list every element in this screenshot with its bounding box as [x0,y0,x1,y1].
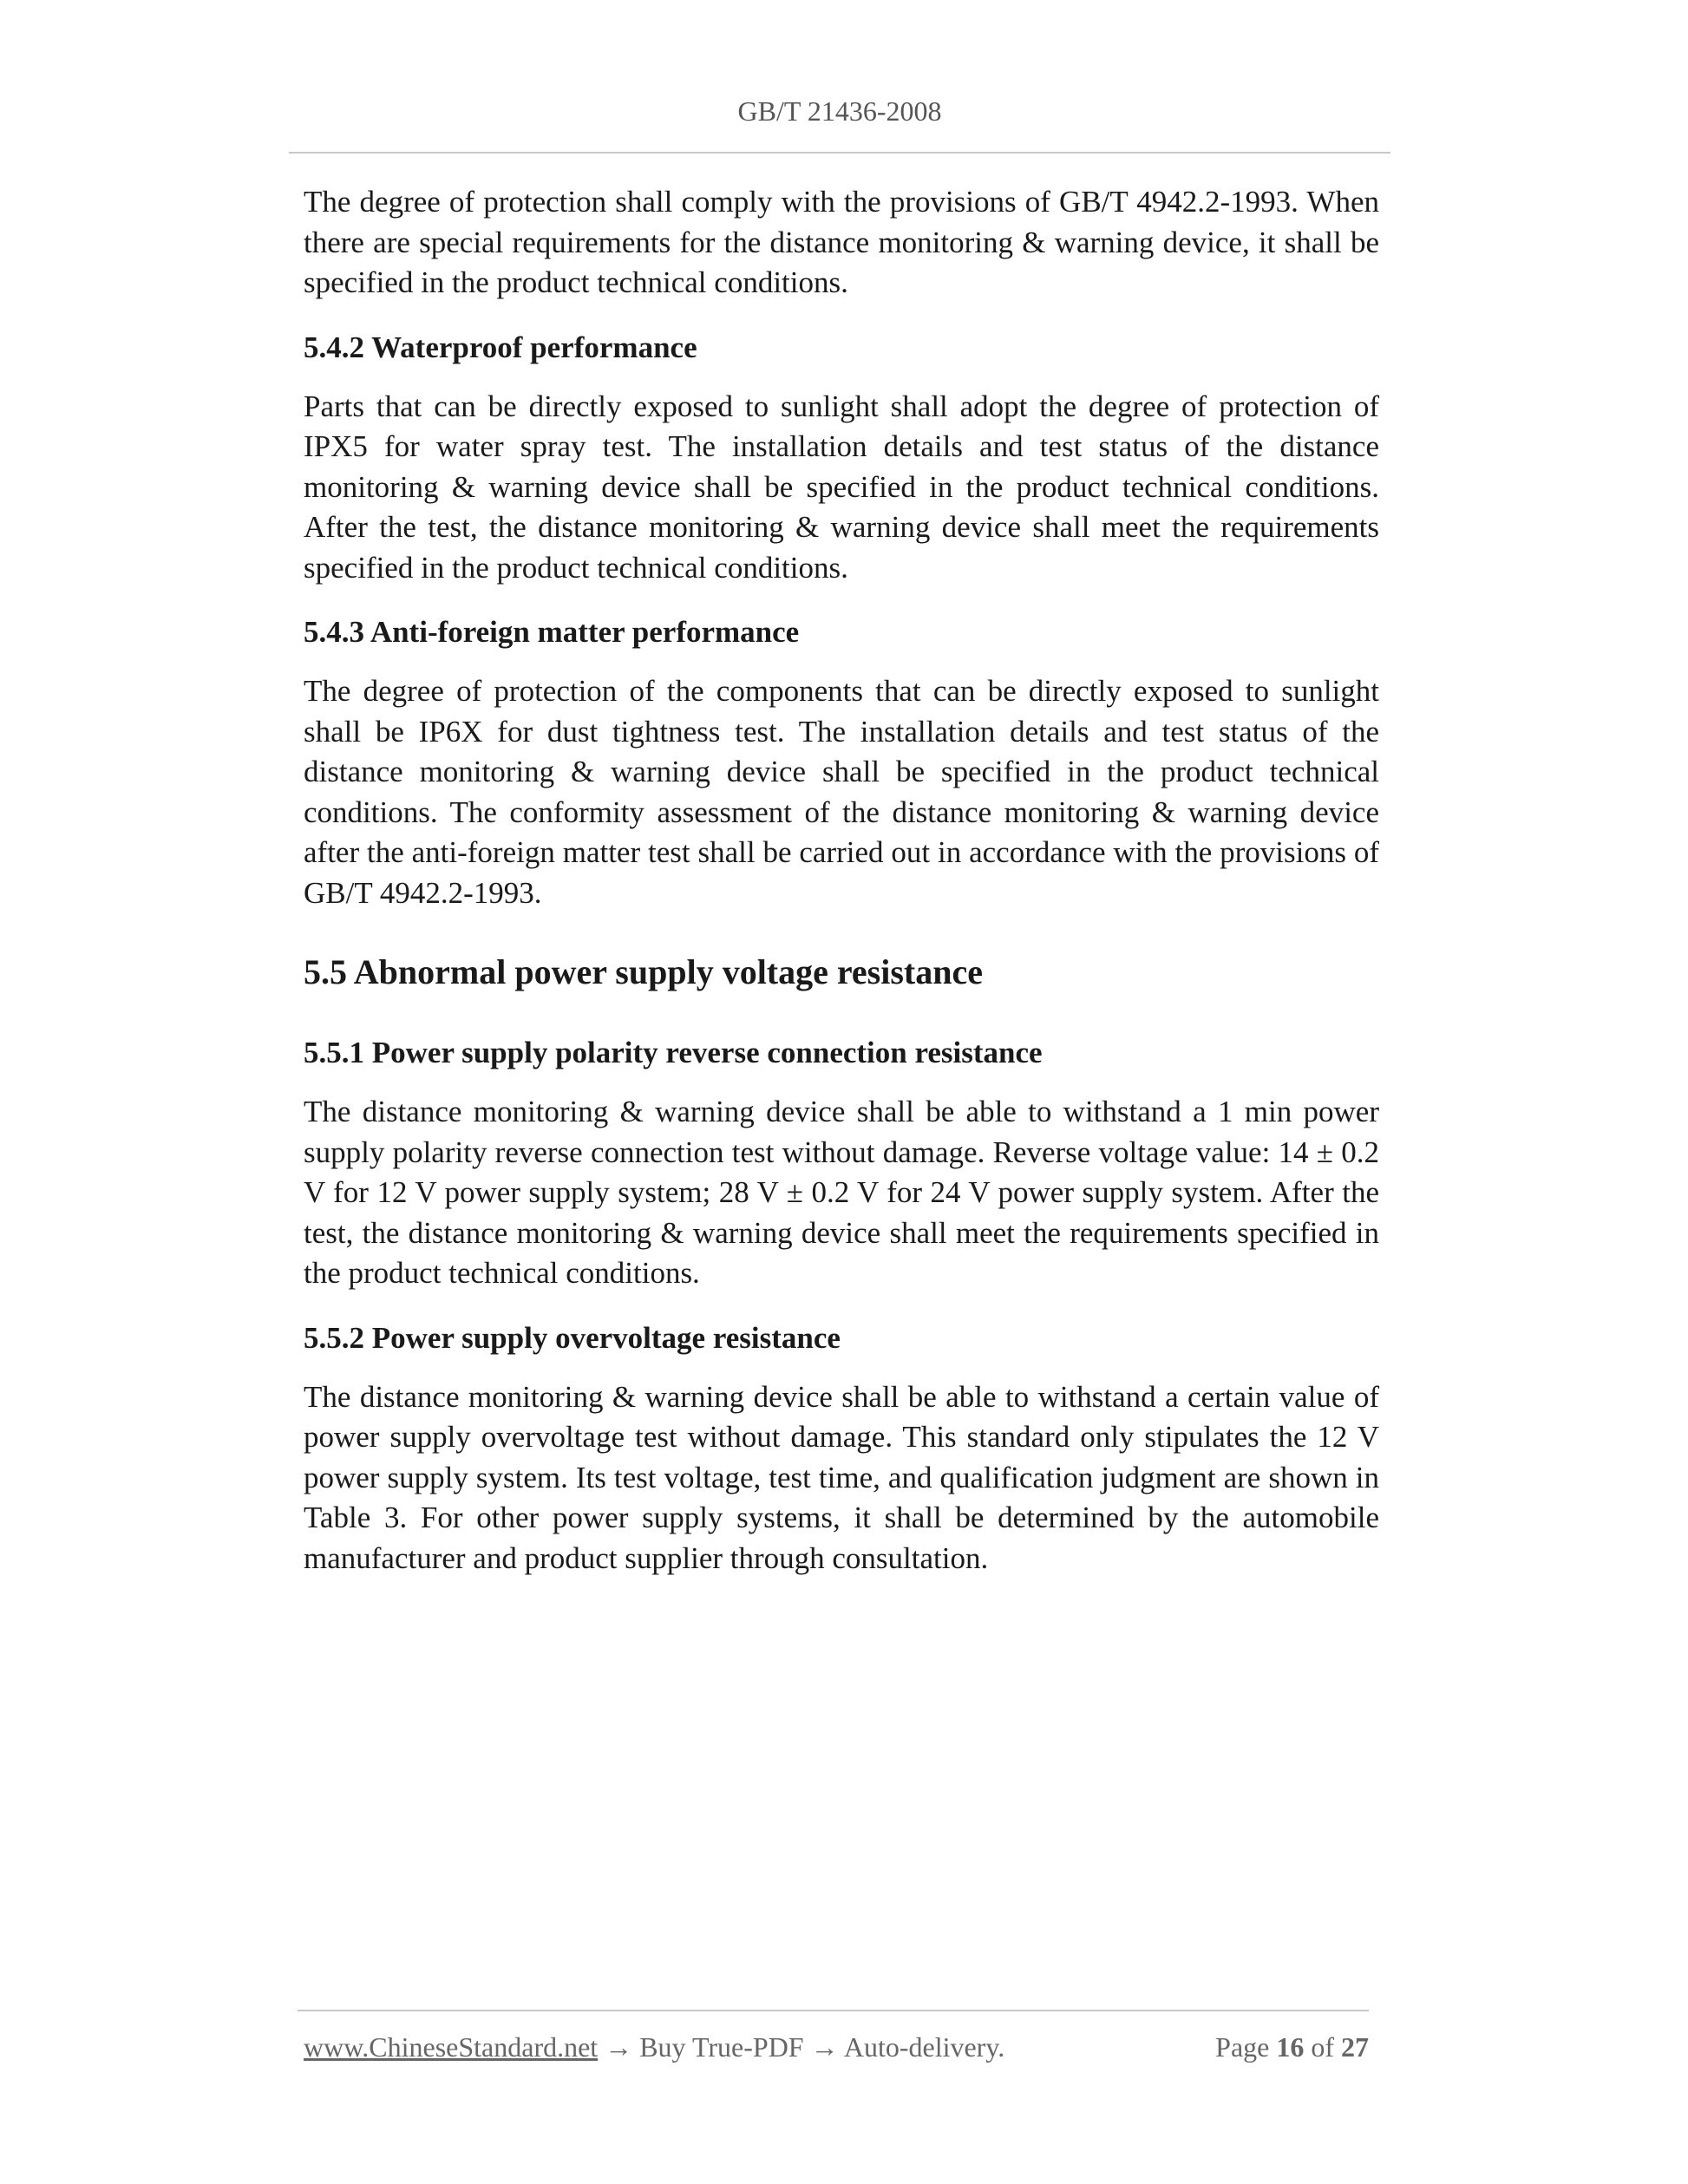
page-content [304,182,1379,1579]
arrow-right-icon: → [605,2031,633,2063]
paragraph-waterproof: Parts that can be directly exposed to sunlight shall adopt the degree of protection of IPX5 for water spray test. The installation details and test status of the distance monitoring & warning device shall be specified in the product technical conditions. After the test, the distance monitoring & warning device shall meet the requirements specified in the product technical conditions. [304,389,1379,585]
page-header-title: GB/T 21436-2008 [737,95,942,127]
arrow-right-icon: → [810,2031,839,2063]
page-label: Page [1215,2031,1270,2063]
page-total: 27 [1341,2031,1369,2063]
page-of-label: of [1311,2031,1334,2063]
footer-divider [298,2010,1369,2011]
paragraph-overvoltage: The distance monitoring & warning device shall be able to withstand a certain value of power supply overvoltage test without damage. This standard only stipulates the 12 V power supply system. Its test voltage, test time, and qualification judgment are shown in Table 3. For other power supply systems, it shall be determined by the automobile manufacturer and product supplier through consultation. [304,1379,1379,1575]
paragraph-degree-of-protection: The degree of protection shall comply with the provisions of GB/T 4942.2-1993. When there are special requirements for the distance monitoring & warning device, it shall be specified in the product technical conditions. [304,185,1379,299]
chinese-standard-link[interactable]: www.ChineseStandard.net [304,2031,599,2063]
header-divider [289,152,1390,154]
footer-left [304,2029,1004,2065]
page-number [1215,2029,1369,2065]
auto-delivery-text: Auto-delivery. [843,2031,1005,2063]
heading-5-5-2: 5.5.2 Power supply overvoltage resistance [304,1320,841,1355]
paragraph-anti-foreign-matter: The degree of protection of the components that can be directly exposed to sunlight shall be IP6X for dust tightness test. The installation details and test status of the distance monitoring & warning device shall be specified in the product technical conditions. The conformity assessment of the distance monitoring & warning device after the anti-foreign matter test shall be carried out in accordance with the provisions of GB/T 4942.2-1993. [304,674,1379,910]
heading-5-5-1: 5.5.1 Power supply polarity reverse connection resistance [304,1036,1043,1069]
page-current: 16 [1276,2031,1305,2063]
heading-5-5: 5.5 Abnormal power supply voltage resistance [304,952,983,991]
buy-true-pdf-text: Buy True-PDF [639,2031,804,2063]
heading-5-4-2: 5.4.2 Waterproof performance [304,330,697,364]
paragraph-polarity-reverse: The distance monitoring & warning device shall be able to withstand a 1 min power supply polarity reverse connection test without damage. Reverse voltage value: 14 ± 0.2 V for 12 V power supply system; 28 V ± 0.2 V for 24 V power supply system. After the test, the distance monitoring & warning device shall meet the requirements specified in the product technical conditions. [304,1095,1379,1290]
heading-5-4-3: 5.4.3 Anti-foreign matter performance [304,615,800,649]
